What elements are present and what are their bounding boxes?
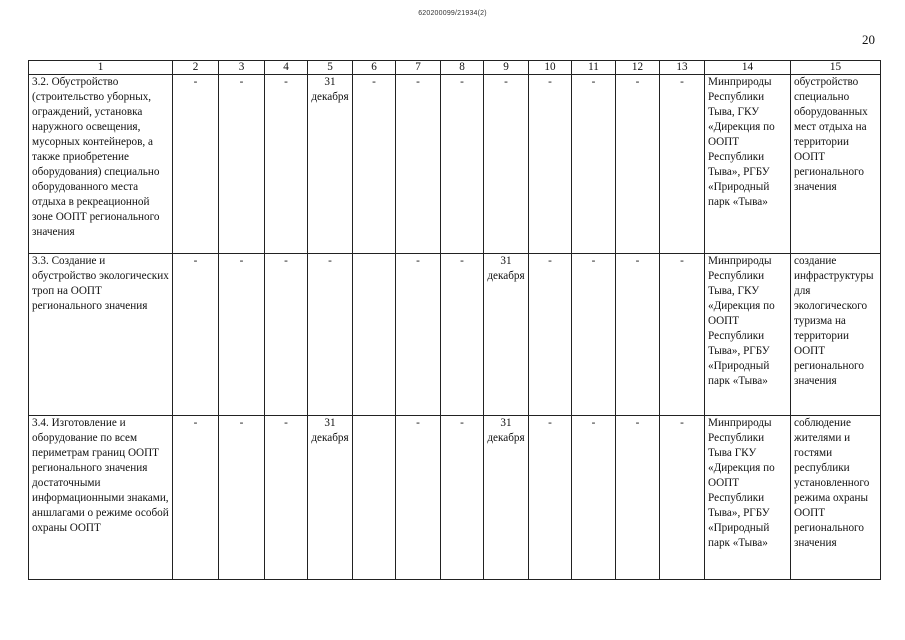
table-cell: -: [441, 75, 484, 254]
table-cell: -: [173, 416, 219, 580]
column-header: 11: [572, 61, 616, 75]
measures-table: [28, 60, 881, 580]
table-cell: 31 декабря: [308, 75, 353, 254]
table-row: [29, 416, 881, 580]
column-header: 3: [219, 61, 265, 75]
page-number: 20: [862, 32, 875, 47]
column-header: 14: [705, 61, 791, 75]
table-cell: -: [616, 254, 660, 416]
table-cell: -: [265, 75, 308, 254]
table-cell: -: [396, 416, 441, 580]
table-cell: -: [660, 254, 705, 416]
document-id: 620200099/21934(2): [418, 10, 487, 17]
column-header: 6: [353, 61, 396, 75]
measure-name-cell: 3.2. Обустройство (строительство уборных, ограждений, установка наружного освещения, мусорных контейнеров, а также приобретение оборудования) специально оборудованного места отдыха в рекреационной зоне ООПТ регионального значения: [29, 75, 173, 254]
table-cell: -: [396, 75, 441, 254]
table-cell: -: [219, 75, 265, 254]
table-cell: 31 декабря: [484, 254, 529, 416]
result-cell: соблюдение жителями и гостями республики установленного режима охраны ООПТ регионального значения: [791, 416, 881, 580]
column-header: 4: [265, 61, 308, 75]
table-cell: 31 декабря: [308, 416, 353, 580]
table-cell: -: [265, 416, 308, 580]
result-cell: создание инфраструктуры для экологического туризма на территории ООПТ регионального значения: [791, 254, 881, 416]
table-cell: -: [616, 416, 660, 580]
column-header: 15: [791, 61, 881, 75]
table-cell: -: [529, 254, 572, 416]
column-header: 2: [173, 61, 219, 75]
table-cell: -: [265, 254, 308, 416]
responsible-cell: Минприроды Республики Тыва ГКУ «Дирекция по ООПТ Республики Тыва», РГБУ «Природный парк «Тыва»: [705, 416, 791, 580]
column-header: 9: [484, 61, 529, 75]
measure-name-cell: 3.3. Создание и обустройство экологических троп на ООПТ регионального значения: [29, 254, 173, 416]
table-cell: -: [572, 416, 616, 580]
table-cell: -: [529, 75, 572, 254]
responsible-cell: Минприроды Республики Тыва, ГКУ «Дирекция по ООПТ Республики Тыва», РГБУ «Природный парк «Тыва»: [705, 254, 791, 416]
table-cell: -: [219, 254, 265, 416]
column-header: 12: [616, 61, 660, 75]
measure-name-cell: 3.4. Изготовление и оборудование по всем периметрам границ ООПТ регионального значения достаточными информационными знаками, аншлагами о режиме особой охраны ООПТ: [29, 416, 173, 580]
table-cell: -: [529, 416, 572, 580]
table-cell: -: [660, 416, 705, 580]
table-cell: -: [173, 75, 219, 254]
table-cell: -: [616, 75, 660, 254]
table-cell: -: [353, 75, 396, 254]
table-cell: 31 декабря: [484, 416, 529, 580]
table-cell: -: [572, 254, 616, 416]
table-cell: -: [441, 254, 484, 416]
table-cell: -: [308, 254, 353, 416]
responsible-cell: Минприроды Республики Тыва, ГКУ «Дирекция по ООПТ Республики Тыва», РГБУ «Природный парк «Тыва»: [705, 75, 791, 254]
table-cell: [353, 254, 396, 416]
table-cell: -: [396, 254, 441, 416]
table-row: [29, 75, 881, 254]
column-header: 1: [29, 61, 173, 75]
column-header: 8: [441, 61, 484, 75]
table-cell: -: [173, 254, 219, 416]
column-header: 7: [396, 61, 441, 75]
table-cell: -: [441, 416, 484, 580]
table-row: [29, 254, 881, 416]
column-header: 10: [529, 61, 572, 75]
table-cell: -: [484, 75, 529, 254]
table-cell: -: [219, 416, 265, 580]
result-cell: обустройство специально оборудованных мест отдыха на территории ООПТ регионального значения: [791, 75, 881, 254]
column-header: 13: [660, 61, 705, 75]
table-cell: -: [660, 75, 705, 254]
column-header: 5: [308, 61, 353, 75]
table-cell: -: [572, 75, 616, 254]
header-row: [29, 61, 881, 75]
table-cell: [353, 416, 396, 580]
